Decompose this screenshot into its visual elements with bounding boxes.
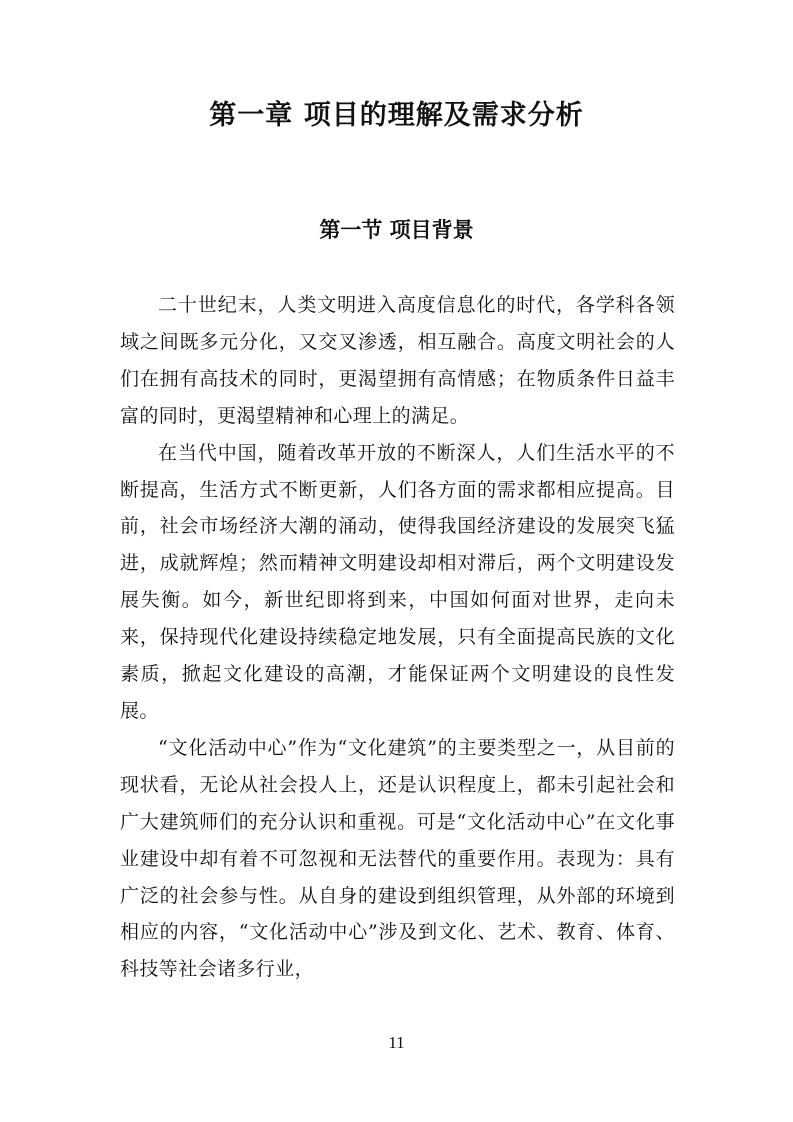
chapter-title: 第一章 项目的理解及需求分析: [209, 100, 584, 131]
body-text: [120, 287, 675, 988]
paragraph-1: 二十世纪末，人类文明进入高度信息化的时代，各学科各领域之间既多元分化，又交叉渗透，相互融合。高度文明社会的人们在拥有高技术的同时，更渴望拥有高情感；在物质条件日益丰富的同时，更渴望精神和心理上的满足。: [120, 294, 675, 427]
paragraph-3: “文化活动中心”作为“文化建筑”的主要类型之一，从目前的现状看，无论从社会投人上，还是认识程度上，都未引起社会和广大建筑师们的充分认识和重视。可是“文化活动中心”在文化事业建设中却有着不可忽视和无法替代的重要作用。表现为：具有广泛的社会参与性。从自身的建设到组织管理，从外部的环境到相应的内容，“文化活动中心”涉及到文化、艺术、教育、体育、科技等社会诸多行业，: [120, 736, 675, 981]
page-number: 11: [388, 1033, 405, 1052]
paragraph-2: 在当代中国，随着改革开放的不断深人，人们生活水平的不断提高，生活方式不断更新，人们各方面的需求都相应提高。目前，社会市场经济大潮的涌动，使得我国经济建设的发展突飞猛进，成就辉煌；然而精神文明建设却相对滞后，两个文明建设发展失衡。如今，新世纪即将到来，中国如何面对世界，走向未来，保持现代化建设持续稳定地发展，只有全面提高民族的文化素质，掀起文化建设的高潮，才能保证两个文明建设的良性发展。: [120, 441, 675, 722]
section-title: 第一节 项目背景: [319, 218, 474, 242]
